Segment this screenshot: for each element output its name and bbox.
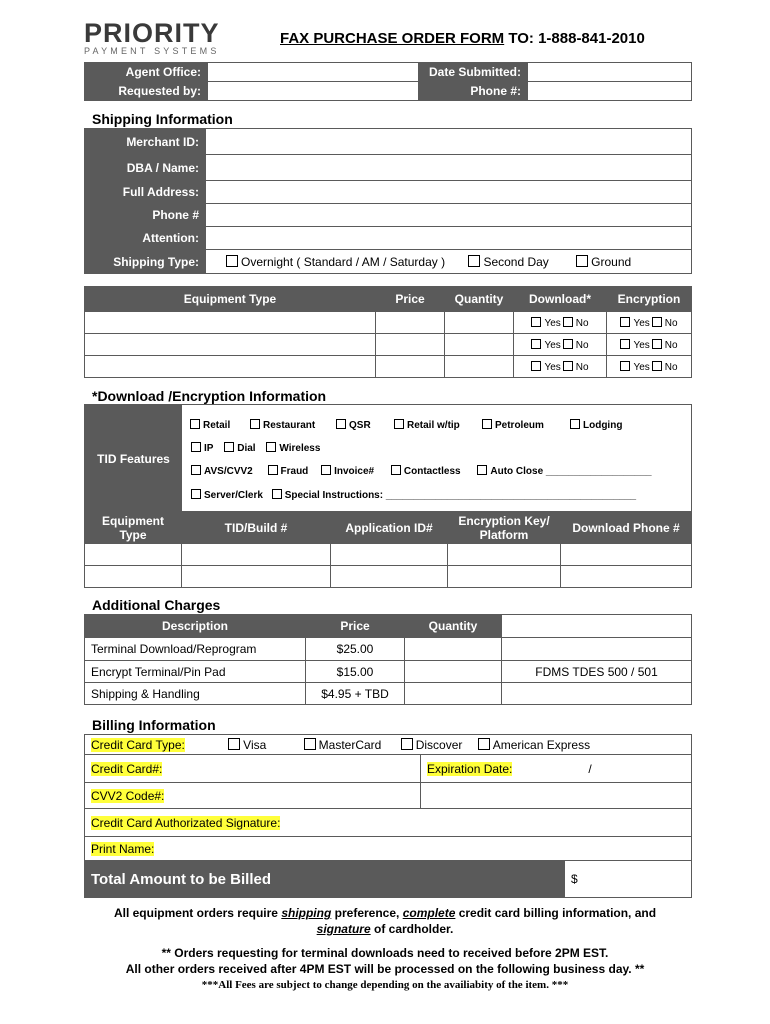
no-label: No bbox=[575, 339, 589, 351]
attention-field[interactable] bbox=[206, 227, 692, 250]
tid-options-row2 bbox=[191, 442, 320, 454]
charge-qty[interactable] bbox=[405, 683, 502, 705]
charges-heading: Additional Charges bbox=[92, 597, 221, 613]
cvv-label: CVV2 Code#: bbox=[91, 788, 165, 803]
petroleum-label: Petroleum bbox=[495, 420, 544, 431]
server-clerk-checkbox[interactable] bbox=[191, 489, 201, 499]
no-label: No bbox=[664, 317, 678, 329]
tid-options bbox=[189, 413, 623, 437]
cvv-blank bbox=[421, 783, 692, 809]
logo-sub: PAYMENT SYSTEMS bbox=[84, 46, 220, 56]
contactless-checkbox[interactable] bbox=[391, 465, 401, 475]
charge-note bbox=[502, 638, 692, 661]
footer-line-4: All other orders received after 4PM EST will be processed on the following business day. ** bbox=[125, 962, 645, 976]
top-info-table bbox=[84, 62, 692, 101]
table-row bbox=[85, 334, 692, 356]
charge-qty[interactable] bbox=[405, 638, 502, 661]
ground-checkbox[interactable] bbox=[576, 255, 588, 267]
table-row bbox=[85, 544, 692, 566]
yes-label: Yes bbox=[633, 361, 650, 373]
col-equipment-type: Equipment Type bbox=[85, 287, 376, 312]
quantity-cell[interactable] bbox=[445, 312, 514, 334]
special-instructions-label: Special Instructions: _____________________________________________ bbox=[284, 490, 637, 501]
page-title bbox=[280, 30, 645, 47]
address-label: Full Address: bbox=[85, 181, 206, 204]
retail-checkbox[interactable] bbox=[190, 419, 200, 429]
tid-options-row3 bbox=[191, 465, 652, 477]
mastercard-checkbox[interactable] bbox=[304, 738, 316, 750]
col-blank bbox=[502, 615, 692, 638]
table-row bbox=[85, 661, 692, 683]
equipment-type-cell[interactable] bbox=[85, 356, 376, 378]
cell[interactable] bbox=[561, 544, 692, 566]
contactless-label: Contactless bbox=[403, 466, 461, 477]
col-charge-qty: Quantity bbox=[405, 615, 502, 638]
charge-note bbox=[502, 683, 692, 705]
special-instructions-checkbox[interactable] bbox=[272, 489, 282, 499]
col-quantity: Quantity bbox=[445, 287, 514, 312]
download-yes-no bbox=[514, 312, 607, 334]
encryption-yes-no bbox=[607, 356, 692, 378]
discover-checkbox[interactable] bbox=[401, 738, 413, 750]
phone-field[interactable] bbox=[528, 82, 692, 101]
dollar-sign: $ bbox=[571, 872, 578, 886]
charge-desc: Shipping & Handling bbox=[85, 683, 306, 705]
cell[interactable] bbox=[85, 544, 182, 566]
card-type-row bbox=[85, 735, 692, 755]
col-encryption: Encryption bbox=[607, 287, 692, 312]
cell[interactable] bbox=[448, 566, 561, 588]
cell[interactable] bbox=[182, 566, 331, 588]
overnight-label: Overnight ( Standard / AM / Saturday ) bbox=[241, 254, 446, 269]
footer-text: credit card billing information, and bbox=[455, 906, 657, 920]
table-row bbox=[85, 312, 692, 334]
signature-label: Credit Card Authorizated Signature: bbox=[91, 815, 281, 830]
avs-checkbox[interactable] bbox=[191, 465, 201, 475]
auto-close-label: Auto Close ___________________ bbox=[490, 466, 652, 477]
visa-label: Visa bbox=[243, 737, 267, 752]
footer-text: preference, bbox=[331, 906, 403, 920]
charge-desc: Terminal Download/Reprogram bbox=[85, 638, 306, 661]
dba-label: DBA / Name: bbox=[85, 155, 206, 181]
ip-label: IP bbox=[204, 443, 214, 454]
phone-label: Phone #: bbox=[419, 82, 528, 101]
footer-emph: complete bbox=[402, 906, 456, 920]
charge-price: $25.00 bbox=[306, 638, 405, 661]
dba-field[interactable] bbox=[206, 155, 692, 181]
download-no-checkbox[interactable] bbox=[563, 361, 573, 371]
encryption-yes-checkbox[interactable] bbox=[620, 339, 630, 349]
download-heading: *Download /Encryption Information bbox=[92, 388, 327, 404]
expiration-separator: / bbox=[588, 761, 592, 776]
tid-options-row4 bbox=[191, 489, 636, 501]
equipment-type-cell[interactable] bbox=[85, 334, 376, 356]
total-table bbox=[84, 860, 692, 898]
footer-emph: signature bbox=[316, 922, 371, 936]
date-submitted-field[interactable] bbox=[528, 63, 692, 82]
logo-name: PRIORITY bbox=[84, 18, 220, 48]
print-name-cell[interactable] bbox=[85, 837, 692, 861]
shipping-table bbox=[84, 128, 692, 274]
second-day-label: Second Day bbox=[483, 254, 549, 269]
download-yes-no bbox=[514, 334, 607, 356]
ship-phone-field[interactable] bbox=[206, 204, 692, 227]
opt-lodging bbox=[569, 413, 623, 437]
footer-emph: shipping bbox=[281, 906, 332, 920]
download-no-checkbox[interactable] bbox=[563, 339, 573, 349]
footer-text: of cardholder. bbox=[370, 922, 454, 936]
ip-checkbox[interactable] bbox=[191, 442, 201, 452]
card-type-label: Credit Card Type: bbox=[91, 737, 185, 752]
requested-by-field[interactable] bbox=[208, 82, 419, 101]
discover-label: Discover bbox=[415, 737, 463, 752]
expiration-cell[interactable] bbox=[421, 755, 692, 783]
card-number-cell[interactable] bbox=[85, 755, 421, 783]
invoice-checkbox[interactable] bbox=[321, 465, 331, 475]
dial-label: Dial bbox=[237, 443, 256, 454]
col-tid-build: TID/Build # bbox=[182, 512, 331, 544]
download-yes-no bbox=[514, 356, 607, 378]
server-clerk-label: Server/Clerk bbox=[204, 490, 263, 501]
no-label: No bbox=[664, 339, 678, 351]
signature-cell[interactable] bbox=[85, 809, 692, 837]
wireless-label: Wireless bbox=[279, 443, 321, 454]
footer-line-2 bbox=[0, 921, 770, 937]
retail-label: Retail bbox=[203, 420, 231, 431]
avs-label: AVS/CVV2 bbox=[204, 466, 253, 477]
agent-office-label: Agent Office: bbox=[85, 63, 208, 82]
tid-features-label: TID Features bbox=[97, 451, 170, 466]
cell[interactable] bbox=[331, 566, 448, 588]
opt-retail-tip bbox=[393, 413, 481, 437]
total-label: Total Amount to be Billed bbox=[85, 861, 565, 898]
col-download-phone: Download Phone # bbox=[561, 512, 692, 544]
cell[interactable] bbox=[561, 566, 692, 588]
opt-retail bbox=[189, 413, 249, 437]
footer bbox=[0, 905, 770, 993]
total-amount-cell[interactable] bbox=[565, 861, 692, 898]
col-download: Download* bbox=[514, 287, 607, 312]
shipping-type-label: Shipping Type: bbox=[85, 250, 206, 274]
price-cell[interactable] bbox=[376, 356, 445, 378]
petroleum-checkbox[interactable] bbox=[482, 419, 492, 429]
encryption-no-checkbox[interactable] bbox=[652, 339, 662, 349]
billing-table bbox=[84, 734, 692, 861]
amex-checkbox[interactable] bbox=[478, 738, 490, 750]
footer-line-1 bbox=[0, 905, 770, 921]
opt-restaurant bbox=[249, 413, 335, 437]
title-suffix: TO: 1-888-841-2010 bbox=[504, 30, 645, 47]
cell[interactable] bbox=[85, 566, 182, 588]
yes-label: Yes bbox=[633, 317, 650, 329]
lodging-checkbox[interactable] bbox=[570, 419, 580, 429]
price-cell[interactable] bbox=[376, 312, 445, 334]
col-description: Description bbox=[85, 615, 306, 638]
cell[interactable] bbox=[331, 544, 448, 566]
col-price: Price bbox=[376, 287, 445, 312]
shipping-type-options bbox=[206, 250, 692, 274]
encryption-yes-no bbox=[607, 334, 692, 356]
cell[interactable] bbox=[182, 544, 331, 566]
cvv-cell[interactable] bbox=[85, 783, 421, 809]
fraud-checkbox[interactable] bbox=[268, 465, 278, 475]
footer-text: All equipment orders require bbox=[113, 906, 282, 920]
qsr-checkbox[interactable] bbox=[336, 419, 346, 429]
agent-office-field[interactable] bbox=[208, 63, 419, 82]
card-number-label: Credit Card#: bbox=[91, 761, 163, 776]
quantity-cell[interactable] bbox=[445, 356, 514, 378]
merchant-id-field[interactable] bbox=[206, 129, 692, 155]
download-yes-checkbox[interactable] bbox=[531, 339, 541, 349]
retail-tip-label: Retail w/tip bbox=[407, 420, 460, 431]
qsr-label: QSR bbox=[349, 420, 371, 431]
encryption-yes-no bbox=[607, 312, 692, 334]
restaurant-checkbox[interactable] bbox=[250, 419, 260, 429]
yes-label: Yes bbox=[633, 339, 650, 351]
lodging-label: Lodging bbox=[583, 420, 623, 431]
download-yes-checkbox[interactable] bbox=[531, 317, 541, 327]
logo bbox=[84, 20, 220, 56]
download-no-checkbox[interactable] bbox=[563, 317, 573, 327]
footer-line-3: ** Orders requesting for terminal downloads need to received before 2PM EST. bbox=[161, 946, 609, 960]
col-encryption-key: Encryption Key/ Platform bbox=[448, 512, 561, 544]
table-row bbox=[85, 566, 692, 588]
expiration-label: Expiration Date: bbox=[427, 761, 513, 776]
equipment-table bbox=[84, 286, 692, 378]
opt-petroleum bbox=[481, 413, 569, 437]
charges-table bbox=[84, 614, 692, 705]
no-label: No bbox=[575, 361, 589, 373]
wireless-checkbox[interactable] bbox=[266, 442, 276, 452]
price-cell[interactable] bbox=[376, 334, 445, 356]
encryption-yes-checkbox[interactable] bbox=[620, 361, 630, 371]
restaurant-label: Restaurant bbox=[263, 420, 316, 431]
yes-label: Yes bbox=[544, 361, 561, 373]
col-application-id: Application ID# bbox=[331, 512, 448, 544]
no-label: No bbox=[575, 317, 589, 329]
fraud-label: Fraud bbox=[280, 466, 309, 477]
dial-checkbox[interactable] bbox=[224, 442, 234, 452]
col-equip-type: Equipment Type bbox=[85, 512, 182, 544]
shipping-heading: Shipping Information bbox=[92, 111, 233, 127]
billing-heading: Billing Information bbox=[92, 717, 216, 733]
amex-label: American Express bbox=[492, 737, 591, 752]
auto-close-checkbox[interactable] bbox=[477, 465, 487, 475]
yes-label: Yes bbox=[544, 317, 561, 329]
attention-label: Attention: bbox=[85, 227, 206, 250]
requested-by-label: Requested by: bbox=[85, 82, 208, 101]
charge-note: FDMS TDES 500 / 501 bbox=[502, 661, 692, 683]
table-row bbox=[85, 356, 692, 378]
charge-desc: Encrypt Terminal/Pin Pad bbox=[85, 661, 306, 683]
retail-tip-checkbox[interactable] bbox=[394, 419, 404, 429]
charge-price: $4.95 + TBD bbox=[306, 683, 405, 705]
yes-label: Yes bbox=[544, 339, 561, 351]
quantity-cell[interactable] bbox=[445, 334, 514, 356]
date-submitted-label: Date Submitted: bbox=[419, 63, 528, 82]
equipment-type-cell[interactable] bbox=[85, 312, 376, 334]
mastercard-label: MasterCard bbox=[318, 737, 382, 752]
encryption-no-checkbox[interactable] bbox=[652, 317, 662, 327]
tid-features-box bbox=[84, 404, 692, 513]
tid-features-label-cell bbox=[85, 405, 182, 512]
ground-label: Ground bbox=[591, 254, 632, 269]
charge-qty[interactable] bbox=[405, 661, 502, 683]
title-prefix: FAX PURCHASE ORDER FORM bbox=[280, 30, 505, 47]
second-day-checkbox[interactable] bbox=[468, 255, 480, 267]
visa-checkbox[interactable] bbox=[228, 738, 240, 750]
address-field[interactable] bbox=[206, 181, 692, 204]
table-row bbox=[85, 638, 692, 661]
merchant-id-label: Merchant ID: bbox=[85, 129, 206, 155]
col-charge-price: Price bbox=[306, 615, 405, 638]
overnight-checkbox[interactable] bbox=[226, 255, 238, 267]
encryption-no-checkbox[interactable] bbox=[652, 361, 662, 371]
tid-table bbox=[84, 511, 692, 588]
ship-phone-label: Phone # bbox=[85, 204, 206, 227]
encryption-yes-checkbox[interactable] bbox=[620, 317, 630, 327]
opt-qsr bbox=[335, 413, 393, 437]
print-name-label: Print Name: bbox=[91, 841, 155, 856]
footer-line-5: ***All Fees are subject to change depending on the availiabity of the item. *** bbox=[201, 979, 569, 991]
no-label: No bbox=[664, 361, 678, 373]
cell[interactable] bbox=[448, 544, 561, 566]
charge-price: $15.00 bbox=[306, 661, 405, 683]
invoice-label: Invoice# bbox=[334, 466, 375, 477]
table-row bbox=[85, 683, 692, 705]
download-yes-checkbox[interactable] bbox=[531, 361, 541, 371]
